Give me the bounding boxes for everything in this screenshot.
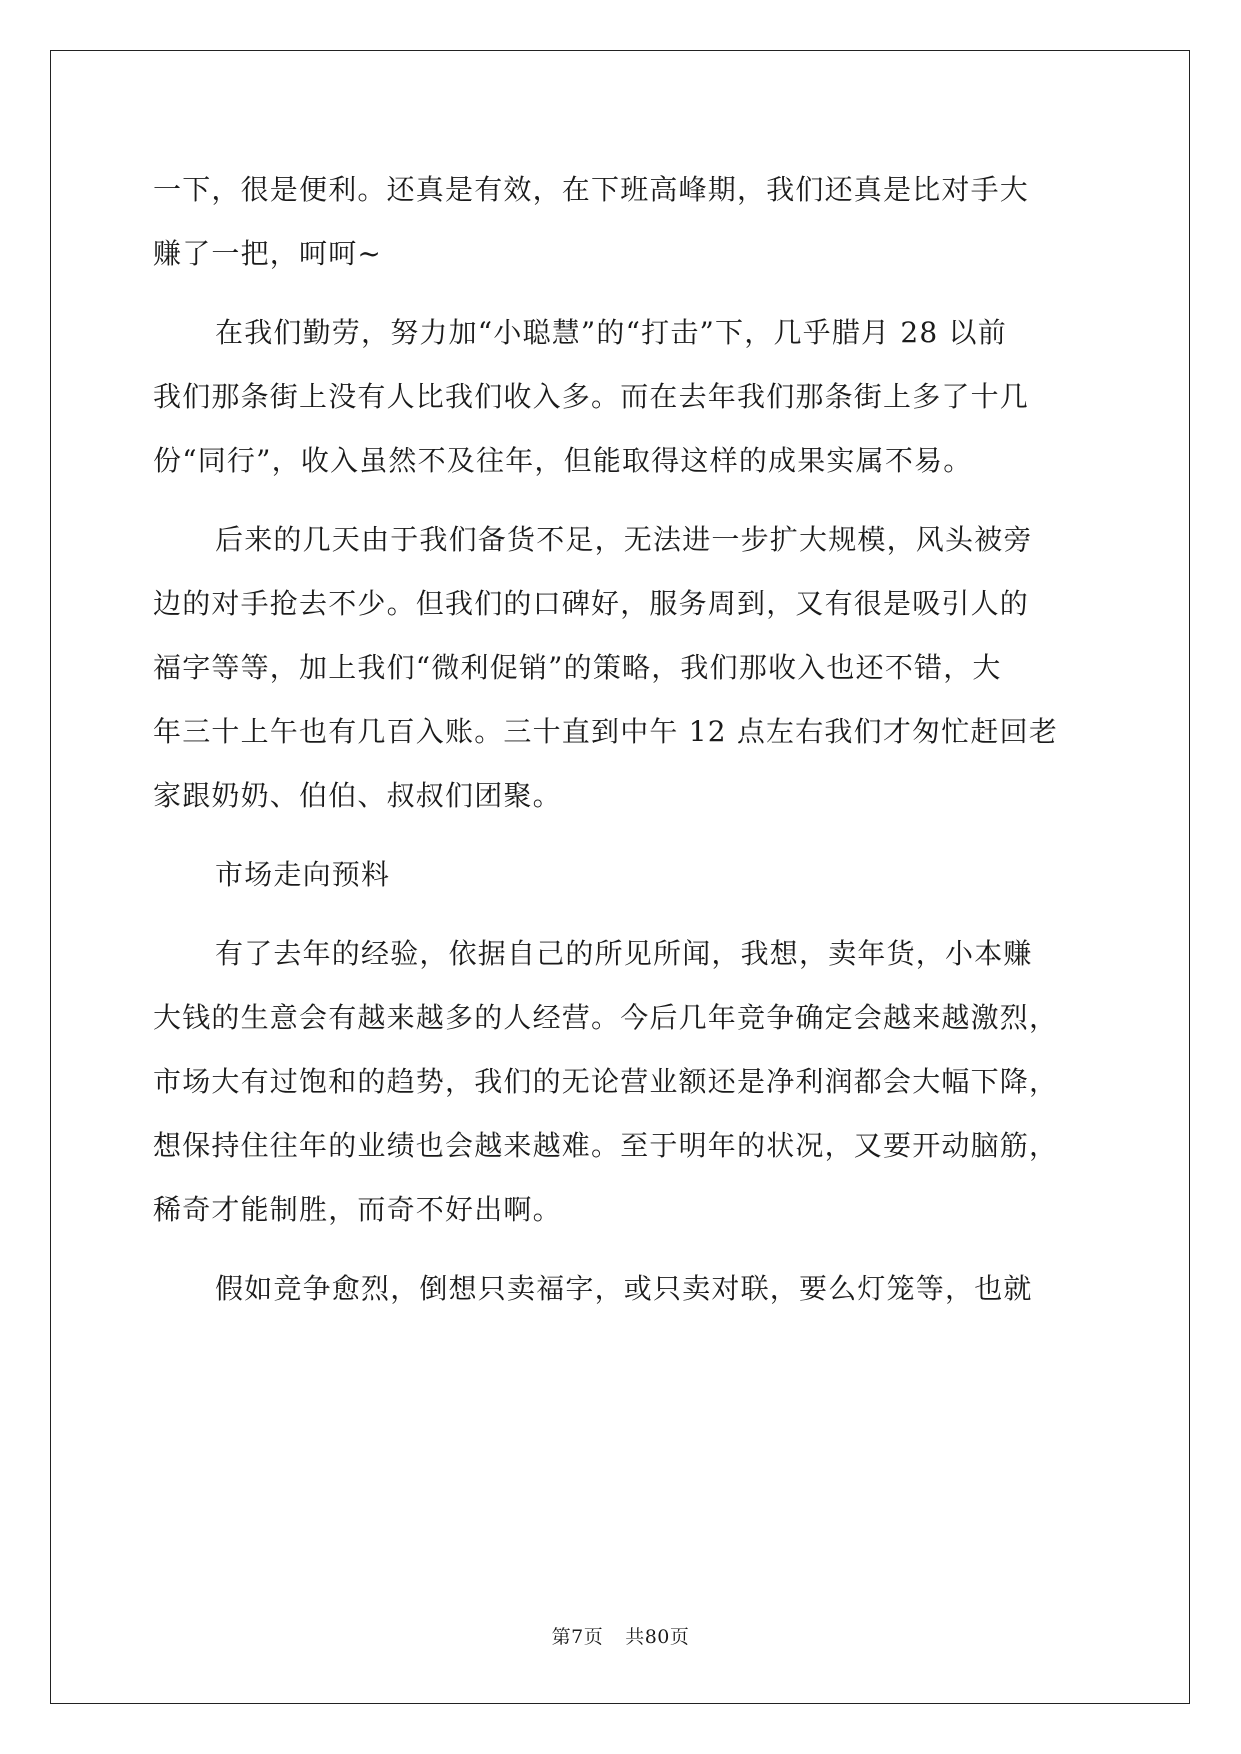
paragraph-4	[153, 922, 1093, 1242]
page-footer	[0, 1622, 1241, 1649]
text-line: 家跟奶奶、伯伯、叔叔们团聚。	[153, 779, 562, 812]
text-line: 市场大有过饱和的趋势，我们的无论营业额还是净利润都会大幅下降，	[153, 1065, 1059, 1098]
text-line: 我们那条街上没有人比我们收入多。而在去年我们那条街上多了十几	[153, 380, 1030, 413]
paragraph-5	[153, 1257, 1093, 1321]
section-heading	[153, 843, 1093, 907]
page-number: 第7页	[551, 1626, 604, 1648]
text-line: 赚了一把，呵呵~	[153, 237, 383, 270]
total-pages: 共80页	[625, 1626, 690, 1648]
text-line: 想保持住往年的业绩也会越来越难。至于明年的状况，又要开动脑筋，	[153, 1129, 1059, 1162]
text-line: 大钱的生意会有越来越多的人经营。今后几年竞争确定会越来越激烈，	[153, 1001, 1059, 1034]
text-line: 稀奇才能制胜，而奇不好出啊。	[153, 1193, 562, 1226]
paragraph-1	[153, 158, 1093, 286]
text-line: 在我们勤劳，努力加“小聪慧”的“打击”下，几乎腊月 28 以前	[215, 316, 1007, 349]
text-line: 一下，很是便利。还真是有效，在下班高峰期，我们还真是比对手大	[153, 173, 1030, 206]
section-heading-text: 市场走向预料	[215, 858, 391, 891]
text-line: 假如竞争愈烈，倒想只卖福字，或只卖对联，要么灯笼等，也就	[215, 1272, 1033, 1305]
text-line: 边的对手抢去不少。但我们的口碑好，服务周到，又有很是吸引人的	[153, 587, 1030, 620]
text-line: 份“同行”，收入虽然不及往年，但能取得这样的成果实属不易。	[153, 444, 973, 477]
text-line: 后来的几天由于我们备货不足，无法进一步扩大规模，风头被旁	[215, 523, 1033, 556]
document-body	[153, 158, 1093, 1321]
text-line: 福字等等，加上我们“微利促销”的策略，我们那收入也还不错，大	[153, 651, 1002, 684]
text-line: 年三十上午也有几百入账。三十直到中午 12 点左右我们才匆忙赶回老	[153, 715, 1059, 748]
text-line: 有了去年的经验，依据自己的所见所闻，我想，卖年货，小本赚	[215, 937, 1033, 970]
paragraph-2	[153, 301, 1093, 493]
paragraph-3	[153, 508, 1093, 828]
